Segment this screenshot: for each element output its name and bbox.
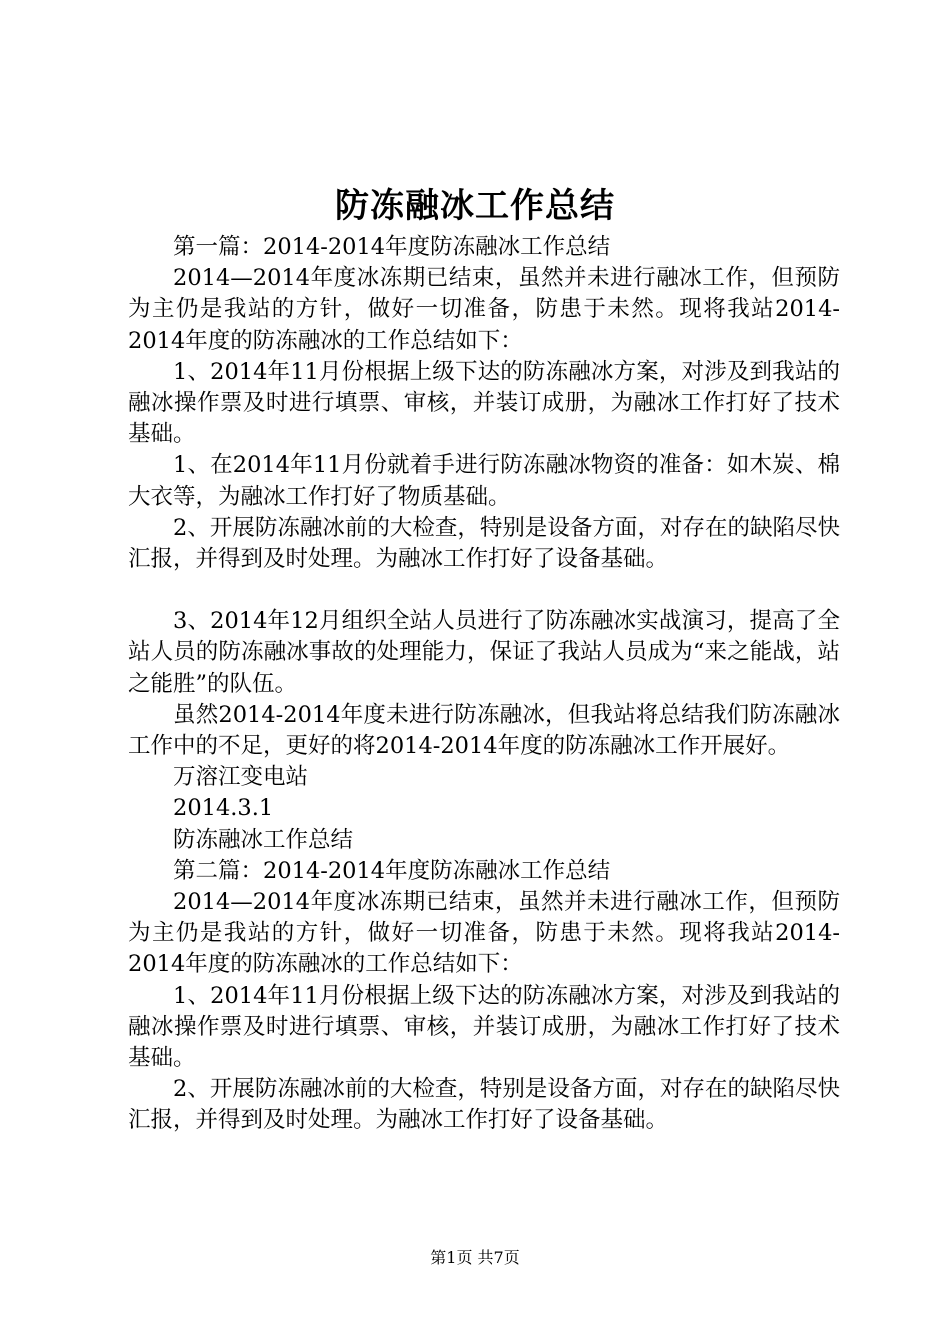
paragraph: 虽然2014-2014年度未进行防冻融冰，但我站将总结我们防冻融冰工作中的不足，更好的将2014-2014年度的防冻融冰工作开展好。 (128, 701, 840, 760)
signature-org: 万溶江变电站 (173, 764, 309, 791)
paragraph: 1、2014年11月份根据上级下达的防冻融冰方案，对涉及到我站的融冰操作票及时进行填票、审核，并装订成册，为融冰工作打好了技术基础。 (128, 358, 840, 448)
paragraph: 1、2014年11月份根据上级下达的防冻融冰方案，对涉及到我站的融冰操作票及时进行填票、审核，并装订成册，为融冰工作打好了技术基础。 (128, 982, 840, 1072)
paragraph: 3、2014年12月组织全站人员进行了防冻融冰实战演习，提高了全站人员的防冻融冰事故的处理能力，保证了我站人员成为“来之能战，站之能胜”的队伍。 (128, 608, 840, 697)
paragraph: 2、开展防冻融冰前的大检查，特别是设备方面，对存在的缺陷尽快汇报，并得到及时处理。为融冰工作打好了设备基础。 (128, 1076, 840, 1134)
paragraph: 2、开展防冻融冰前的大检查，特别是设备方面，对存在的缺陷尽快汇报，并得到及时处理。为融冰工作打好了设备基础。 (128, 514, 840, 573)
signature-date: 2014.3.1 (173, 795, 274, 822)
document-title: 防冻融冰工作总结 (335, 186, 615, 226)
page-number-footer: 第1页 共7页 (430, 1248, 520, 1267)
paragraph: 2014—2014年度冰冻期已结束，虽然并未进行融冰工作，但预防为主仍是我站的方针，做好一切准备，防患于未然。现将我站2014-2014年度的防冻融冰的工作总结如下： (128, 889, 840, 978)
paragraph: 1、在2014年11月份就着手进行防冻融冰物资的准备：如木炭、棉大衣等，为融冰工作打好了物质基础。 (128, 452, 840, 510)
paragraph: 2014—2014年度冰冻期已结束，虽然并未进行融冰工作，但预防为主仍是我站的方针，做好一切准备，防患于未然。现将我站2014-2014年度的防冻融冰的工作总结如下： (128, 265, 840, 354)
paragraph-gap (128, 575, 840, 606)
section-heading-2: 第二篇：2014-2014年度防冻融冰工作总结 (173, 857, 611, 884)
section-heading-1: 第一篇：2014-2014年度防冻融冰工作总结 (173, 234, 611, 260)
document-body (128, 232, 840, 1137)
repeated-title: 防冻融冰工作总结 (173, 826, 354, 853)
